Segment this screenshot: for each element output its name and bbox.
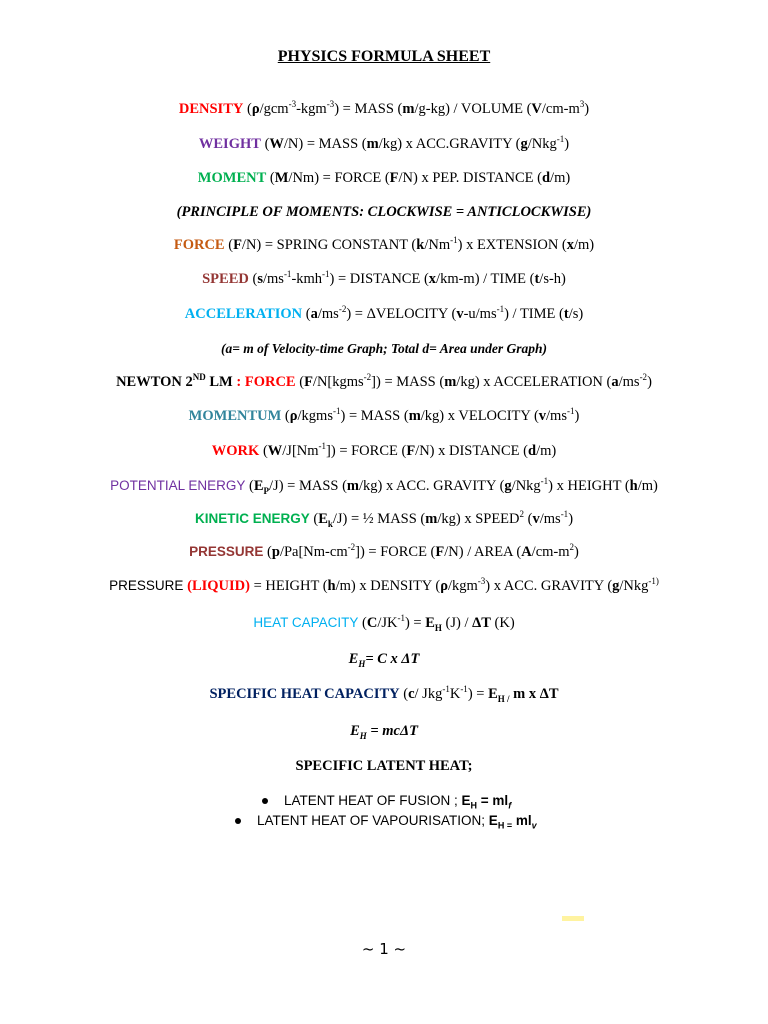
- speed-formula: SPEED $(s/ms^{-1}-kmh^{-1})$ = DISTANCE (x/km-m) / TIME (t/s-h): [202, 269, 566, 287]
- density-label: DENSITY: [178, 101, 244, 117]
- newton-second-law-formula: NEWTON 2ND LM : FORCE (F/N[kgms$^{-2}$]) = MASS (m/kg) x ACCELERATION $(a/ms^{-2})$: [116, 372, 652, 390]
- force-label: FORCE: [173, 237, 225, 253]
- pressure-liquid-formula: PRESSURE (LIQUID) = HEIGHT (h/m) x DENSITY (ρ/kgm$^{-3}$) x ACC. GRAVITY (g/Nkg$^{-1)}$: [109, 576, 659, 594]
- specific-heat-capacity-formula: SPECIFIC HEAT CAPACITY (c/ $Jkg^{-1}K^{-1}) = E_{H /}$ m x ΔT: [209, 684, 559, 704]
- work-formula: WORK $(W/J[Nm^{-1}])$ = FORCE (F/N) x DISTANCE (d/m): [211, 441, 557, 459]
- newton-force-label: FORCE: [244, 374, 296, 390]
- work-label: WORK: [211, 443, 260, 459]
- acceleration-formula: ACCELERATION $(a/ms^{-2})$ = ΔVELOCITY $(v-u/ms^{-1})$ / TIME (t/s): [184, 304, 584, 322]
- pressure-formula: PRESSURE $(p/Pa[Nm-cm^{-2}])$ = FORCE (F/N) / AREA $(A/cm-m^2)$: [189, 542, 579, 560]
- density-formula: DENSITY (ρ/gcm$^{-3}$-kgm$^{-3}$) = MASS (m/g-kg) / VOLUME $(V/cm-m^3)$: [178, 99, 590, 117]
- moment-formula: MOMENT (M/Nm) = FORCE (F/N) x PEP. DISTANCE (d/m): [197, 170, 571, 186]
- page-title: PHYSICS FORMULA SHEET: [277, 48, 491, 65]
- bullet-icon: [235, 818, 241, 824]
- momentum-formula: MOMENTUM (ρ/kgms$^{-1}$) = MASS (m/kg) x VELOCITY $(v/ms^{-1})$: [188, 406, 580, 424]
- speed-label: SPEED: [202, 271, 249, 287]
- pressure-label: PRESSURE: [189, 544, 264, 559]
- heat-capacity-formula: HEAT CAPACITY $(C/JK^{-1}) = E_H$ (J) / ΔT (K): [253, 613, 515, 633]
- kinetic-energy-label: KINETIC ENERGY: [194, 511, 310, 526]
- heat-energy-formula: $E_H= C$ x ΔT: [348, 651, 420, 669]
- specific-heat-capacity-label: SPECIFIC HEAT CAPACITY: [209, 686, 400, 702]
- latent-heat-heading: SPECIFIC LATENT HEAT;: [295, 758, 473, 774]
- force-formula: FORCE (F/N) = SPRING CONSTANT $(k/Nm^{-1})$ x EXTENSION (x/m): [173, 235, 595, 253]
- weight-label: WEIGHT: [198, 136, 261, 152]
- heat-capacity-label: HEAT CAPACITY: [253, 615, 359, 630]
- highlight-mark: [562, 916, 584, 921]
- momentum-label: MOMENTUM: [188, 408, 282, 424]
- principle-of-moments: (PRINCIPLE OF MOMENTS: CLOCKWISE = ANTICLOCKWISE): [176, 204, 592, 220]
- liquid-label: (LIQUID): [187, 578, 250, 594]
- potential-energy-formula: POTENTIAL ENERGY $(E_P/J)$ = MASS (m/kg) x ACC. GRAVITY (g/Nkg$^{-1}$) x HEIGHT (h/m): [110, 476, 658, 496]
- graph-note: (a= m of Velocity-time Graph; Total d= Area under Graph): [220, 341, 547, 356]
- page-number: ~ 1 ~: [361, 940, 407, 958]
- acceleration-label: ACCELERATION: [184, 306, 303, 322]
- bullet-icon: [262, 798, 268, 804]
- list-item: LATENT HEAT OF FUSION ; $E_H = ml_f$: [262, 792, 511, 810]
- potential-energy-label: POTENTIAL ENERGY: [110, 478, 246, 493]
- list-item: LATENT HEAT OF VAPOURISATION; $E_{H =}$ $ml_v$: [235, 812, 537, 830]
- weight-formula: WEIGHT (W/N) = MASS (m/kg) x ACC.GRAVITY (g/Nkg$^{-1}$): [198, 134, 570, 152]
- kinetic-energy-formula: KINETIC ENERGY $(E_k/J)$ = ½ MASS (m/kg) x SPEED$^2$ $(v/ms^{-1})$: [194, 509, 574, 529]
- specific-heat-energy-formula: $E_H = mc\Delta T$: [350, 723, 418, 741]
- moment-label: MOMENT: [197, 170, 267, 186]
